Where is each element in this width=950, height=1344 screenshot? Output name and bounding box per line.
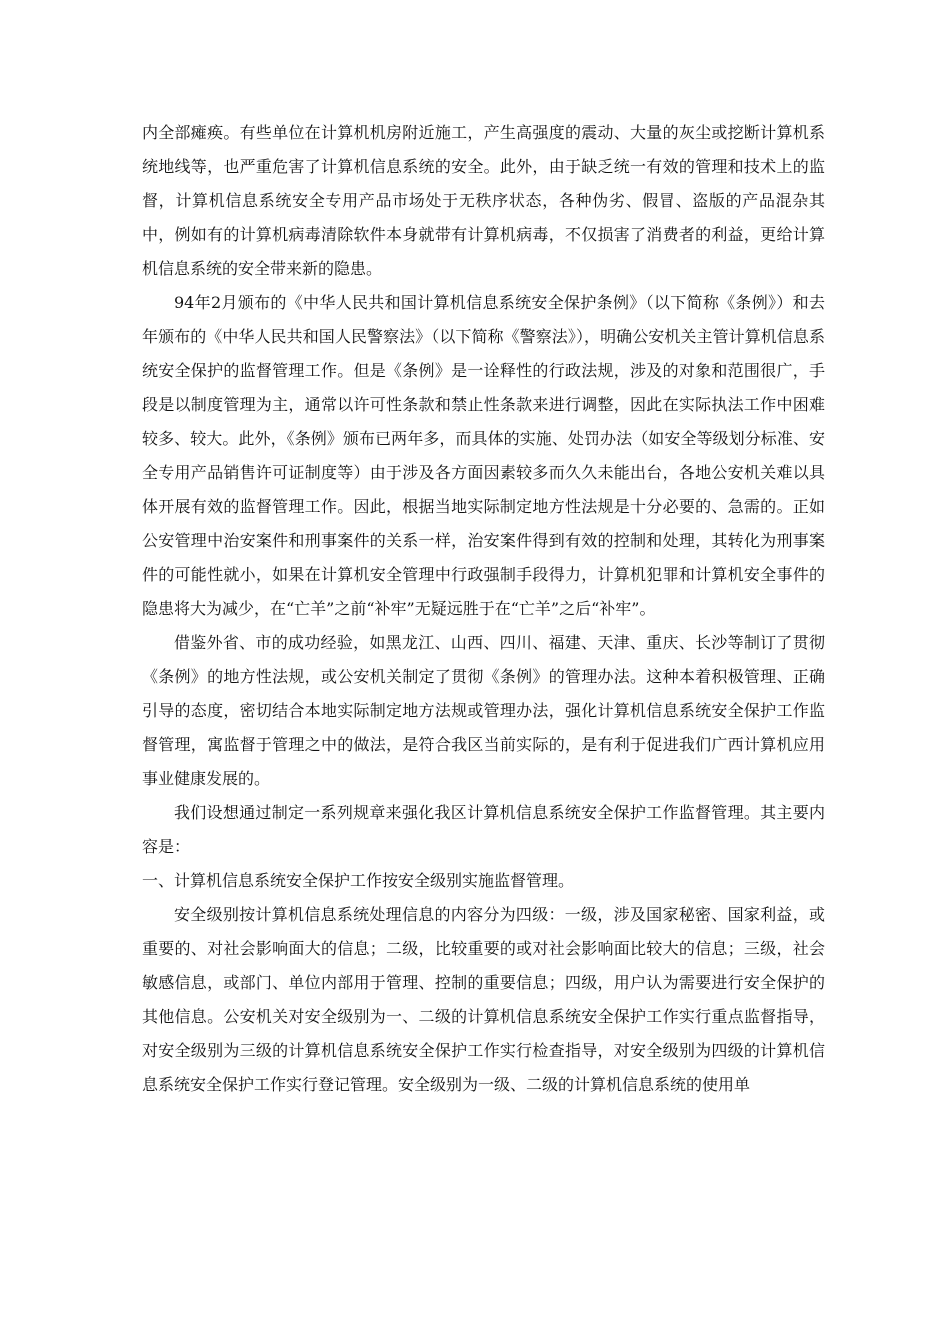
paragraph-5: 安全级别按计算机信息系统处理信息的内容分为四级：一级，涉及国家秘密、国家利益，或重要的、对社会影响面大的信息；二级，比较重要的或对社会影响面比较大的信息；三级，社会敏感信息，或部门、单位内部用于管理、控制的重要信息；四级，用户认为需要进行安全保护的其他信息。公安机关对安全级别为一、二级的计算机信息系统安全保护工作实行重点监督指导，对安全级别为三级的计算机信息系统安全保护工作实行检查指导，对安全级别为四级的计算机信息系统安全保护工作实行登记管理。安全级别为一级、二级的计算机信息系统的使用单 (142, 905, 825, 1094)
paragraph-1: 内全部瘫痪。有些单位在计算机机房附近施工，产生高强度的震动、大量的灰尘或挖断计算机系统地线等，也严重危害了计算机信息系统的安全。此外，由于缺乏统一有效的管理和技术上的监督，计算机信息系统安全专用产品市场处于无秩序状态，各种伪劣、假冒、盗版的产品混杂其中，例如有的计算机病毒清除软件本身就带有计算机病毒，不仅损害了消费者的利益，更给计算机信息系统的安全带来新的隐患。 (142, 123, 825, 278)
document-body (142, 116, 825, 1102)
paragraph-4: 我们设想通过制定一系列规章来强化我区计算机信息系统安全保护工作监督管理。其主要内容是： (142, 803, 825, 856)
paragraph-2: 94年2月颁布的《中华人民共和国计算机信息系统安全保护条例》（以下简称《条例》）和去年颁布的《中华人民共和国人民警察法》（以下简称《警察法》），明确公安机关主管计算机信息系统安全保护的监督管理工作。但是《条例》是一诠释性的行政法规，涉及的对象和范围很广，手段是以制度管理为主，通常以许可性条款和禁止性条款来进行调整，因此在实际执法工作中困难较多、较大。此外，《条例》颁布已两年多，而具体的实施、处罚办法（如安全等级划分标准、安全专用产品销售许可证制度等）由于涉及各方面因素较多而久久未能出台，各地公安机关难以具体开展有效的监督管理工作。因此，根据当地实际制定地方性法规是十分必要的、急需的。正如公安管理中治安案件和刑事案件的关系一样，治安案件得到有效的控制和处理，其转化为刑事案件的可能性就小，如果在计算机安全管理中行政强制手段得力，计算机犯罪和计算机安全事件的隐患将大为减少，在“亡羊”之前“补牢”无疑远胜于在“亡羊”之后“补牢”。 (142, 293, 825, 618)
section-heading-1: 一、计算机信息系统安全保护工作按安全级别实施监督管理。 (142, 871, 575, 890)
paragraph-3: 借鉴外省、市的成功经验，如黑龙江、山西、四川、福建、天津、重庆、长沙等制订了贯彻《条例》的地方性法规，或公安机关制定了贯彻《条例》的管理办法。这种本着积极管理、正确引导的态度，密切结合本地实际制定地方法规或管理办法，强化计算机信息系统安全保护工作监督管理，寓监督于管理之中的做法，是符合我区当前实际的，是有利于促进我们广西计算机应用事业健康发展的。 (142, 633, 825, 788)
